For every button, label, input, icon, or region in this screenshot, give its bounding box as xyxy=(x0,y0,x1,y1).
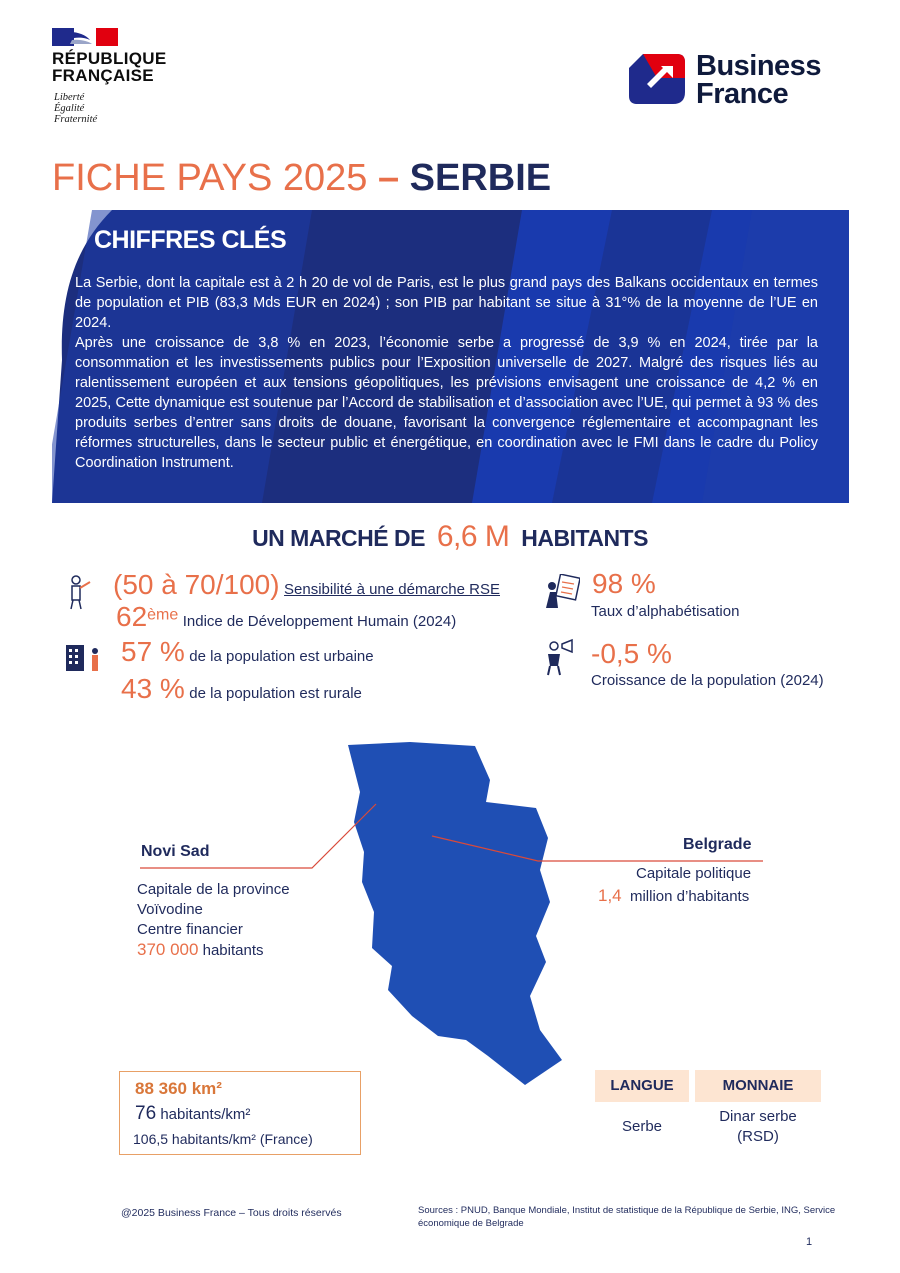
france-density: 106,5 habitants/km² (France) xyxy=(133,1131,313,1147)
city-buildings-icon xyxy=(64,641,104,673)
bf-name-line1: Business xyxy=(696,50,821,82)
rse-value: (50 à 70/100) xyxy=(113,569,280,600)
idh-label: Indice de Développement Humain (2024) xyxy=(182,613,457,630)
market-headline xyxy=(0,520,900,554)
currency-line1: Dinar serbe xyxy=(719,1108,797,1125)
currency-line2: (RSD) xyxy=(737,1128,779,1145)
belgrade-name: Belgrade xyxy=(683,836,752,853)
literacy-label: Taux d’alphabétisation xyxy=(591,603,740,620)
motto-egalite: Égalité xyxy=(54,103,85,114)
idh-value: 62 xyxy=(116,601,148,632)
rural-label: de la population est rurale xyxy=(189,685,362,702)
footer-sources: Sources : PNUD, Banque Mondiale, Institut de statistique de la République de Serbie, ING, Service économique de Belgrade xyxy=(418,1205,836,1229)
person-reading-icon xyxy=(542,574,580,610)
density-value: 76 xyxy=(135,1103,157,1124)
rse-stat xyxy=(113,570,500,600)
republique-motto xyxy=(54,92,97,125)
novi-sad-population-value: 370 000 xyxy=(137,940,199,959)
motto-fraternite: Fraternité xyxy=(54,114,98,125)
key-figures-paragraph-1: La Serbie, dont la capitale est à 2 h 20 de vol de Paris, est le plus grand pays des Balkans occidentaux en termes de population et PIB (83,3 Mds EUR en 2024) ; son PIB par habitant se situe à 31°% de la moyenne de l’UE en 2024. xyxy=(75,275,818,331)
title-fiche-pays: FICHE PAYS 2025 xyxy=(52,157,378,199)
literacy-value-wrap xyxy=(592,569,656,599)
person-with-megaphone-icon xyxy=(540,638,576,676)
novi-sad-connector-line xyxy=(140,800,400,875)
bf-name-line2: France xyxy=(696,78,789,110)
urban-label: de la population est urbaine xyxy=(189,648,374,665)
market-suffix: HABITANTS xyxy=(521,525,648,551)
growth-value: -0,5 % xyxy=(591,638,672,669)
urban-value: 57 % xyxy=(121,636,185,667)
currency-value xyxy=(695,1107,821,1147)
belgrade-population-label: million d’habitants xyxy=(629,888,750,905)
title-dash: – xyxy=(377,157,400,199)
area-density xyxy=(135,1103,250,1125)
idh-stat xyxy=(116,602,456,632)
novi-sad-name: Novi Sad xyxy=(141,843,210,860)
serbia-map xyxy=(340,740,565,1085)
person-presenting-icon xyxy=(66,574,94,610)
novi-sad-line2: Voïvodine xyxy=(137,901,203,918)
motto-liberte: Liberté xyxy=(54,92,85,103)
growth-label: Croissance de la population (2024) xyxy=(591,672,824,689)
novi-sad-population-label: habitants xyxy=(202,942,264,959)
rural-stat xyxy=(121,674,362,704)
business-france-name xyxy=(696,52,821,108)
belgrade-line1: Capitale politique xyxy=(636,865,752,882)
literacy-value: 98 % xyxy=(592,568,656,599)
market-prefix: UN MARCHÉ DE xyxy=(252,525,425,551)
key-figures-text xyxy=(75,273,818,473)
marianne-logo xyxy=(52,28,118,46)
currency-header: MONNAIE xyxy=(695,1070,821,1102)
business-france-logo-icon xyxy=(627,48,687,108)
novi-sad-description xyxy=(137,880,290,961)
language-value: Serbe xyxy=(621,1118,663,1135)
growth-value-wrap xyxy=(591,639,672,669)
density-label: habitants/km² xyxy=(160,1106,251,1123)
market-population-value: 6,6 M xyxy=(436,520,510,553)
belgrade-population-value: 1,4 xyxy=(598,886,622,905)
rural-value: 43 % xyxy=(121,673,185,704)
key-figures-heading: CHIFFRES CLÉS xyxy=(94,226,287,254)
novi-sad-line3: Centre financier xyxy=(137,921,243,938)
page-number: 1 xyxy=(806,1236,813,1248)
republique-francaise-name xyxy=(52,50,166,84)
rse-label: Sensibilité à une démarche RSE xyxy=(284,581,500,598)
page-title xyxy=(52,156,551,200)
novi-sad-line1: Capitale de la province xyxy=(137,881,290,898)
language-header: LANGUE xyxy=(595,1070,689,1102)
area-surface: 88 360 km² xyxy=(135,1079,222,1098)
rf-name-line2: FRANÇAISE xyxy=(52,66,154,85)
rf-name-line1: RÉPUBLIQUE xyxy=(52,49,167,68)
idh-superscript: ème xyxy=(147,606,179,624)
key-figures-paragraph-2: Après une croissance de 3,8 % en 2023, l’économie serbe a progressé de 3,9 % en 2024, tirée par la consommation et les investissements publics pour l’Exposition universelle de 2027. Malgré des risques liés au ralentissement européen et aux tensions géopolitiques, les prévisions envisagent une croissance de 4,2 % en 2025, Cette dynamique est soutenue par l’Accord de stabilisation et d’association avec l’UE, qui permet à 93 % des produits serbes d’entrer sans droits de douane, favorisant la convergence réglementaire et accompagnant les réformes structurelles, dans le secteur public et énergétique, en coordination avec le FMI dans le cadre du Policy Coordination Instrument. xyxy=(75,335,818,471)
title-country: SERBIE xyxy=(399,157,552,199)
belgrade-population xyxy=(598,886,749,907)
urban-stat xyxy=(121,637,374,667)
footer-copyright: @2025 Business France – Tous droits réservés xyxy=(121,1207,342,1219)
